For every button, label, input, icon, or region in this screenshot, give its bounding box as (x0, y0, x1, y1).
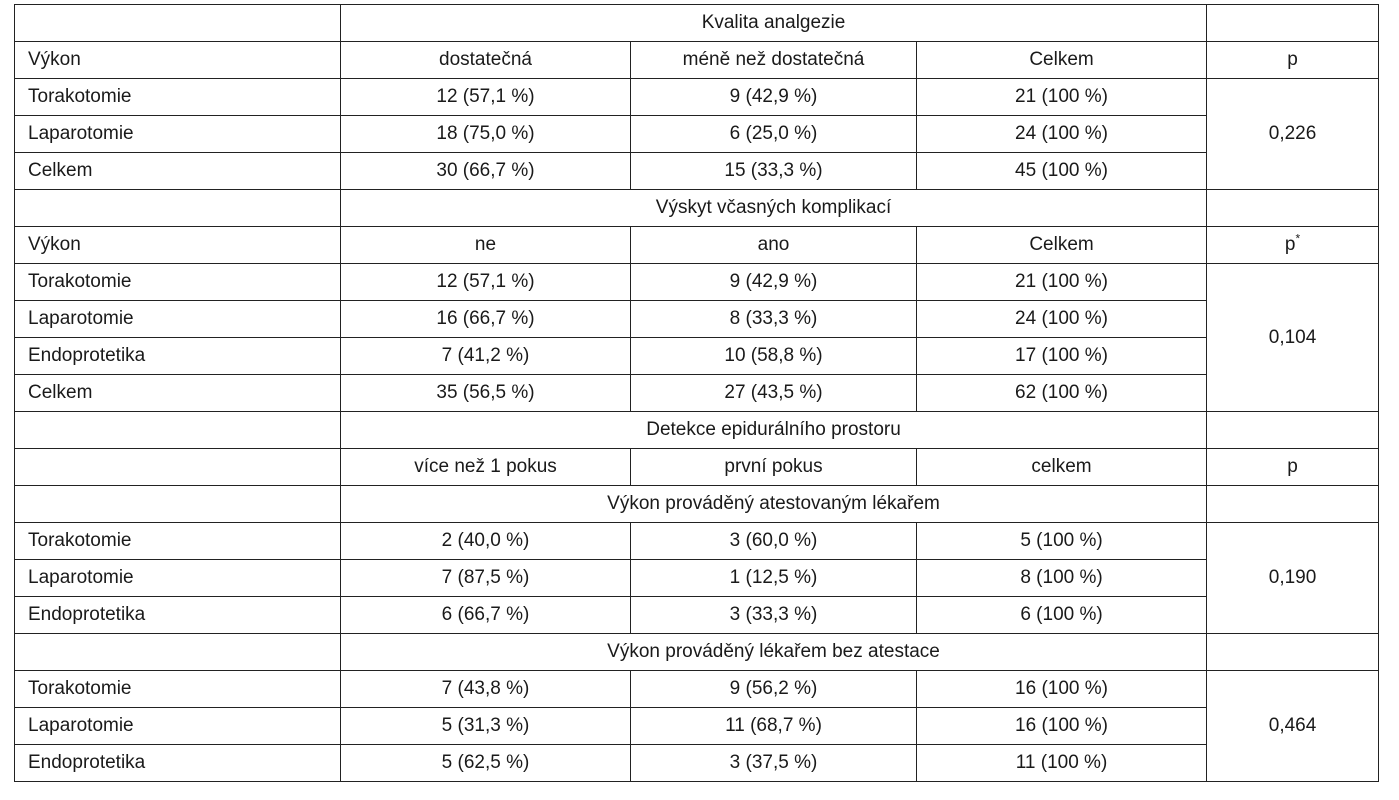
header-row (15, 227, 1379, 264)
table-cell: 11 (68,7 %) (631, 708, 917, 745)
p-value: 0,104 (1207, 264, 1379, 412)
table-cell: 6 (66,7 %) (341, 597, 631, 634)
table-cell: 5 (100 %) (917, 523, 1207, 560)
table-cell: 30 (66,7 %) (341, 153, 631, 190)
table-row (15, 301, 1379, 338)
p-header: p (1284, 234, 1296, 255)
table-row (15, 597, 1379, 634)
header-row (15, 449, 1379, 486)
table-cell: 3 (37,5 %) (631, 745, 917, 782)
header-cell: ano (631, 227, 917, 264)
table-cell: 24 (100 %) (917, 116, 1207, 153)
row-label: Torakotomie (15, 523, 341, 560)
header-cell: p (1207, 42, 1379, 79)
row-label: Endoprotetika (15, 597, 341, 634)
header-cell: ne (341, 227, 631, 264)
table-cell: 9 (42,9 %) (631, 79, 917, 116)
header-cell: Výkon (15, 227, 341, 264)
table-cell: 21 (100 %) (917, 264, 1207, 301)
row-label: Torakotomie (15, 671, 341, 708)
table-cell: 21 (100 %) (917, 79, 1207, 116)
header-row (15, 42, 1379, 79)
table-cell: 5 (31,3 %) (341, 708, 631, 745)
section-title-row (15, 190, 1379, 227)
p-value: 0,226 (1207, 79, 1379, 190)
table-cell: 6 (100 %) (917, 597, 1207, 634)
table-cell: 5 (62,5 %) (341, 745, 631, 782)
table-cell: 15 (33,3 %) (631, 153, 917, 190)
section-title: Kvalita analgezie (341, 5, 1207, 42)
table-row (15, 79, 1379, 116)
table-cell: 10 (58,8 %) (631, 338, 917, 375)
table-row (15, 745, 1379, 782)
row-label: Laparotomie (15, 301, 341, 338)
table-cell: 2 (40,0 %) (341, 523, 631, 560)
table-cell: 11 (100 %) (917, 745, 1207, 782)
header-cell (1207, 227, 1379, 264)
header-cell: méně než dostatečná (631, 42, 917, 79)
table-row (15, 671, 1379, 708)
table-row (15, 708, 1379, 745)
table-cell: 9 (42,9 %) (631, 264, 917, 301)
table-cell: 7 (41,2 %) (341, 338, 631, 375)
header-cell: p (1207, 449, 1379, 486)
p-value: 0,190 (1207, 523, 1379, 634)
table-cell: 17 (100 %) (917, 338, 1207, 375)
header-cell: Celkem (917, 227, 1207, 264)
header-cell: dostatečná (341, 42, 631, 79)
row-label: Laparotomie (15, 560, 341, 597)
table-cell: 8 (100 %) (917, 560, 1207, 597)
table-row (15, 338, 1379, 375)
table-cell: 16 (100 %) (917, 671, 1207, 708)
table-cell: 8 (33,3 %) (631, 301, 917, 338)
p-value: 0,464 (1207, 671, 1379, 782)
table-cell: 6 (25,0 %) (631, 116, 917, 153)
row-label: Laparotomie (15, 708, 341, 745)
table-cell: 7 (43,8 %) (341, 671, 631, 708)
table-cell: 18 (75,0 %) (341, 116, 631, 153)
header-cell (15, 449, 341, 486)
header-cell: první pokus (631, 449, 917, 486)
section-title-row (15, 412, 1379, 449)
subsection-title: Výkon prováděný lékařem bez atestace (341, 634, 1207, 671)
row-label: Celkem (15, 375, 341, 412)
table-cell: 45 (100 %) (917, 153, 1207, 190)
table-cell: 12 (57,1 %) (341, 79, 631, 116)
table-cell: 35 (56,5 %) (341, 375, 631, 412)
table-cell: 7 (87,5 %) (341, 560, 631, 597)
header-cell: celkem (917, 449, 1207, 486)
section-title-row (15, 5, 1379, 42)
subsection-title: Výkon prováděný atestovaným lékařem (341, 486, 1207, 523)
table-row (15, 264, 1379, 301)
table-cell: 3 (60,0 %) (631, 523, 917, 560)
table-row (15, 375, 1379, 412)
table-cell: 12 (57,1 %) (341, 264, 631, 301)
row-label: Endoprotetika (15, 745, 341, 782)
results-table (14, 4, 1379, 782)
section-title: Výskyt včasných komplikací (341, 190, 1207, 227)
subsection-title-row (15, 486, 1379, 523)
row-label: Endoprotetika (15, 338, 341, 375)
table-cell: 9 (56,2 %) (631, 671, 917, 708)
header-cell: více než 1 pokus (341, 449, 631, 486)
table-cell: 24 (100 %) (917, 301, 1207, 338)
table-cell: 16 (100 %) (917, 708, 1207, 745)
table-cell: 62 (100 %) (917, 375, 1207, 412)
row-label: Torakotomie (15, 79, 341, 116)
table-row (15, 523, 1379, 560)
header-cell: Celkem (917, 42, 1207, 79)
table-row (15, 116, 1379, 153)
table-cell: 16 (66,7 %) (341, 301, 631, 338)
row-label: Celkem (15, 153, 341, 190)
row-label: Laparotomie (15, 116, 341, 153)
header-cell: Výkon (15, 42, 341, 79)
table-cell: 1 (12,5 %) (631, 560, 917, 597)
table-cell: 3 (33,3 %) (631, 597, 917, 634)
table-row (15, 153, 1379, 190)
footnote-marker: * (1295, 231, 1301, 246)
table-row (15, 560, 1379, 597)
table-cell: 27 (43,5 %) (631, 375, 917, 412)
row-label: Torakotomie (15, 264, 341, 301)
subsection-title-row (15, 634, 1379, 671)
section-title: Detekce epidurálního prostoru (341, 412, 1207, 449)
